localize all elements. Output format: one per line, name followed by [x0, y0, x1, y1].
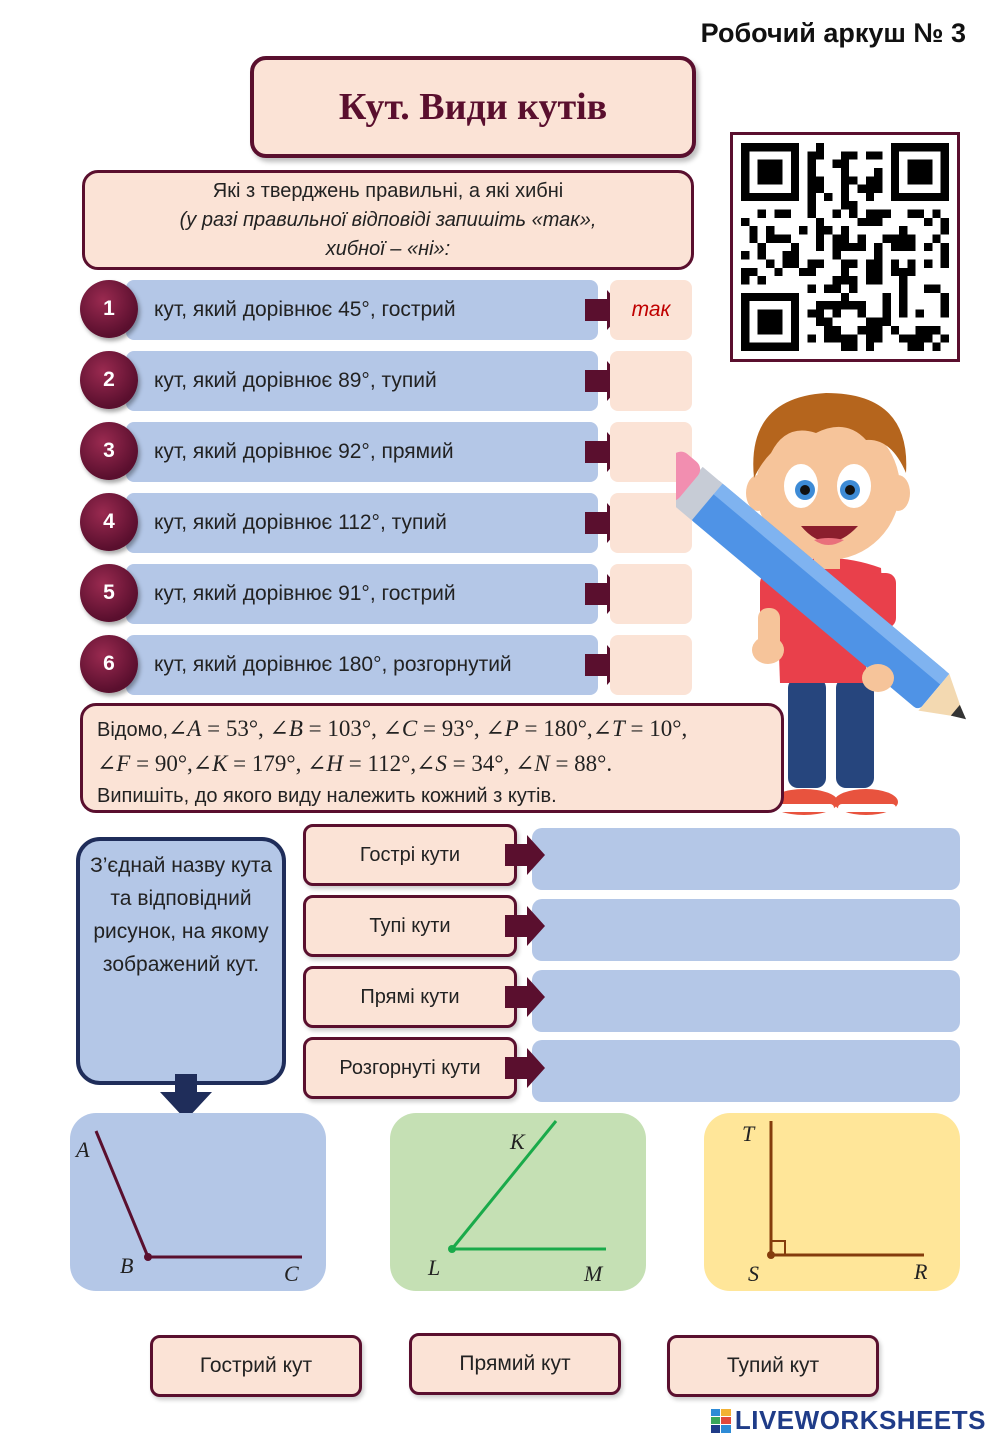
statement-number-badge: 1	[80, 280, 138, 338]
statement-number-badge: 6	[80, 635, 138, 693]
point-label: R	[914, 1259, 928, 1284]
right-angle-drawing	[704, 1113, 960, 1291]
angle-symbol: C	[401, 716, 418, 741]
statement-number-badge: 2	[80, 351, 138, 409]
point-label: C	[284, 1261, 299, 1286]
statement-text: кут, який дорівнює 91°, гострий	[154, 582, 456, 605]
known-prefix: Відомо,	[97, 719, 169, 741]
statement-bar	[126, 493, 598, 553]
statement-text: кут, який дорівнює 45°, гострий	[154, 298, 456, 321]
statement-bar	[126, 280, 598, 340]
point-label: K	[510, 1129, 525, 1154]
statement-bar	[126, 422, 598, 482]
angle-value: 34°	[471, 751, 504, 776]
choice-obtuse-angle[interactable]: Тупий кут	[667, 1335, 879, 1397]
point-label: B	[120, 1253, 134, 1278]
join-instruction-box: З’єднай назву кута та відповідний рисунок, на якому зображений кут.	[76, 837, 286, 1085]
choice-right-angle[interactable]: Прямий кут	[409, 1333, 621, 1395]
angle-symbol: F	[116, 751, 131, 776]
arrow-right-icon	[505, 977, 545, 1017]
angle-symbol: A	[187, 716, 202, 741]
known-instruction: Випишіть, до якого виду належить кожний з кутів.	[97, 785, 557, 807]
acute-angle-drawing	[390, 1113, 646, 1291]
angle-picture-tsr[interactable]	[704, 1113, 960, 1291]
angle-symbol: B	[288, 716, 303, 741]
instructions-line: Які з тверджень правильні, а які хибні	[212, 180, 564, 202]
category-answer-field[interactable]	[532, 970, 960, 1032]
angle-picture-abc[interactable]	[70, 1113, 326, 1291]
liveworksheets-logo	[711, 1405, 986, 1436]
arrow-right-icon	[505, 1048, 545, 1088]
point-label: T	[742, 1121, 755, 1146]
instructions-box	[82, 170, 694, 270]
known-angles-box	[80, 703, 784, 813]
obtuse-angle-drawing	[70, 1113, 326, 1291]
choice-acute-angle[interactable]: Гострий кут	[150, 1335, 362, 1397]
angle-value: 53°	[225, 716, 259, 741]
category-label: Гострі кути	[303, 824, 517, 886]
statement-bar	[126, 564, 598, 624]
arrow-right-icon	[505, 835, 545, 875]
page-title: Кут. Види кутів	[250, 56, 696, 158]
angle-symbol: P	[504, 716, 519, 741]
angle-value: 88°	[574, 751, 607, 776]
arrow-right-icon	[505, 906, 545, 946]
statement-text: кут, який дорівнює 112°, тупий	[154, 511, 447, 534]
statement-number-badge: 4	[80, 493, 138, 551]
statement-text: кут, який дорівнює 89°, тупий	[154, 369, 437, 392]
statement-bar	[126, 351, 598, 411]
liveworksheets-icon	[711, 1409, 731, 1433]
statement-text: кут, який дорівнює 180°, розгорнутий	[154, 653, 512, 676]
angle-value: 112°	[367, 751, 411, 776]
qr-code-icon	[730, 132, 960, 362]
angle-value: 180°	[543, 716, 587, 741]
category-answer-field[interactable]	[532, 828, 960, 890]
sheet-number: Робочий аркуш № 3	[700, 18, 966, 48]
category-label: Прямі кути	[303, 966, 517, 1028]
instructions-line: хибної – «ні»:	[325, 238, 451, 260]
angle-list-line2: ∠F = 90°,∠K = 179°, ∠H = 112°,∠S = 34°, ∠N = 88°.	[97, 751, 613, 776]
answer-field[interactable]: так	[610, 280, 692, 340]
category-answer-field[interactable]	[532, 1040, 960, 1102]
angle-symbol: S	[435, 751, 447, 776]
point-label: S	[748, 1261, 759, 1286]
brand-name: LIVEWORKSHEETS	[734, 1405, 986, 1435]
angle-symbol: T	[611, 716, 625, 741]
statement-bar	[126, 635, 598, 695]
point-label: M	[584, 1261, 603, 1286]
angle-value: 90°	[154, 751, 188, 776]
statement-number-badge: 3	[80, 422, 138, 480]
angle-list-line1: ∠A = 53°, ∠B = 103°, ∠C = 93°, ∠P = 180°,∠T = 10°,	[168, 716, 688, 741]
angle-symbol: K	[212, 751, 228, 776]
statement-text: кут, який дорівнює 92°, прямий	[154, 440, 454, 463]
angle-value: 10°	[649, 716, 682, 741]
point-label: L	[428, 1255, 441, 1280]
angle-picture-klm[interactable]	[390, 1113, 646, 1291]
category-label: Розгорнуті кути	[303, 1037, 517, 1099]
angle-value: 179°	[251, 751, 296, 776]
point-label: A	[76, 1137, 90, 1162]
instructions-line: (у разі правильної відповіді запишіть «так»,	[179, 209, 597, 231]
angle-symbol: H	[326, 751, 343, 776]
category-label: Тупі кути	[303, 895, 517, 957]
category-answer-field[interactable]	[532, 899, 960, 961]
statement-number-badge: 5	[80, 564, 138, 622]
angle-symbol: N	[534, 751, 550, 776]
angle-value: 93°	[441, 716, 474, 741]
angle-value: 103°	[327, 716, 372, 741]
